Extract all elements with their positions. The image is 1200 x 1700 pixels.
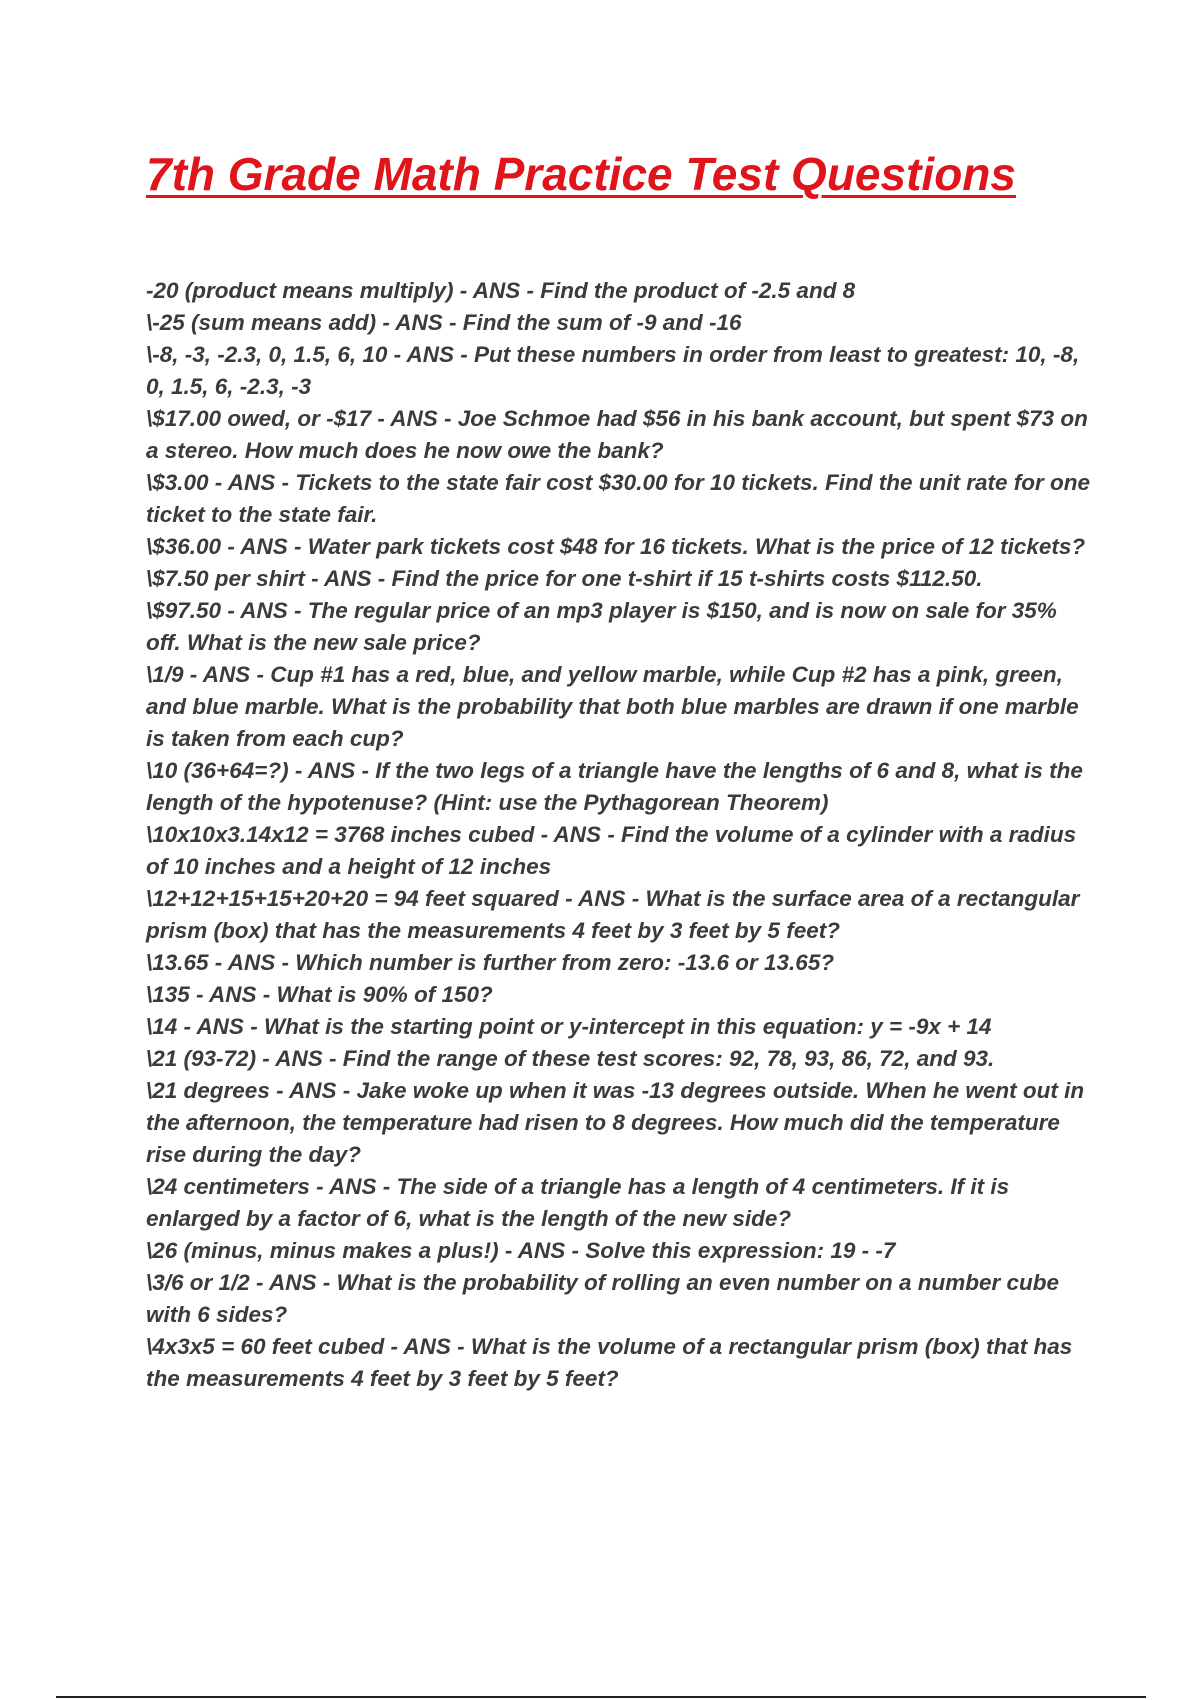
footer-divider <box>56 1696 1146 1698</box>
qa-item: \$7.50 per shirt - ANS - Find the price for one t-shirt if 15 t-shirts costs $112.50. <box>146 566 983 591</box>
qa-item: \21 degrees - ANS - Jake woke up when it was -13 degrees outside. When he went out in the afternoon, the temperature had risen to 8 degrees. How much did the temperature rise during the day? <box>146 1078 1085 1167</box>
qa-item: \14 - ANS - What is the starting point or y-intercept in this equation: y = -9x + 14 <box>146 1014 992 1039</box>
qa-item: \$3.00 - ANS - Tickets to the state fair cost $30.00 for 10 tickets. Find the unit rate for one ticket to the state fair. <box>146 470 1091 527</box>
qa-item: -20 (product means multiply) - ANS - Find the product of -2.5 and 8 <box>146 278 856 303</box>
qa-item: \26 (minus, minus makes a plus!) - ANS - Solve this expression: 19 - -7 <box>146 1238 896 1263</box>
qa-item: \-8, -3, -2.3, 0, 1.5, 6, 10 - ANS - Put these numbers in order from least to greatest: 10, -8, 0, 1.5, 6, -2.3, -3 <box>146 342 1080 399</box>
qa-item: \13.65 - ANS - Which number is further from zero: -13.6 or 13.65? <box>146 950 835 975</box>
qa-item: \21 (93-72) - ANS - Find the range of these test scores: 92, 78, 93, 86, 72, and 93. <box>146 1046 995 1071</box>
qa-item: \135 - ANS - What is 90% of 150? <box>146 982 493 1007</box>
qa-list <box>146 275 1096 1395</box>
qa-item: \10x10x3.14x12 = 3768 inches cubed - ANS - Find the volume of a cylinder with a radius of 10 inches and a height of 12 inches <box>146 822 1077 879</box>
qa-item: \$97.50 - ANS - The regular price of an mp3 player is $150, and is now on sale for 35% off. What is the new sale price? <box>146 598 1057 655</box>
qa-item: \3/6 or 1/2 - ANS - What is the probability of rolling an even number on a number cube with 6 sides? <box>146 1270 1060 1327</box>
qa-item: \1/9 - ANS - Cup #1 has a red, blue, and yellow marble, while Cup #2 has a pink, green, and blue marble. What is the probability that both blue marbles are drawn if one marble is taken from each cup? <box>146 662 1079 751</box>
qa-item: \-25 (sum means add) - ANS - Find the sum of -9 and -16 <box>146 310 742 335</box>
qa-item: \12+12+15+15+20+20 = 94 feet squared - ANS - What is the surface area of a rectangular prism (box) that has the measurements 4 feet by 3 feet by 5 feet? <box>146 886 1080 943</box>
qa-item: \4x3x5 = 60 feet cubed - ANS - What is the volume of a rectangular prism (box) that has the measurements 4 feet by 3 feet by 5 feet? <box>146 1334 1073 1391</box>
page-title: 7th Grade Math Practice Test Questions <box>146 148 1016 200</box>
qa-item: \24 centimeters - ANS - The side of a triangle has a length of 4 centimeters. If it is enlarged by a factor of 6, what is the length of the new side? <box>146 1174 1010 1231</box>
qa-item: \10 (36+64=?) - ANS - If the two legs of a triangle have the lengths of 6 and 8, what is the length of the hypotenuse? (Hint: use the Pythagorean Theorem) <box>146 758 1083 815</box>
qa-item: \$17.00 owed, or -$17 - ANS - Joe Schmoe had $56 in his bank account, but spent $73 on a stereo. How much does he now owe the bank? <box>146 406 1088 463</box>
qa-item: \$36.00 - ANS - Water park tickets cost $48 for 16 tickets. What is the price of 12 tickets? <box>146 534 1086 559</box>
